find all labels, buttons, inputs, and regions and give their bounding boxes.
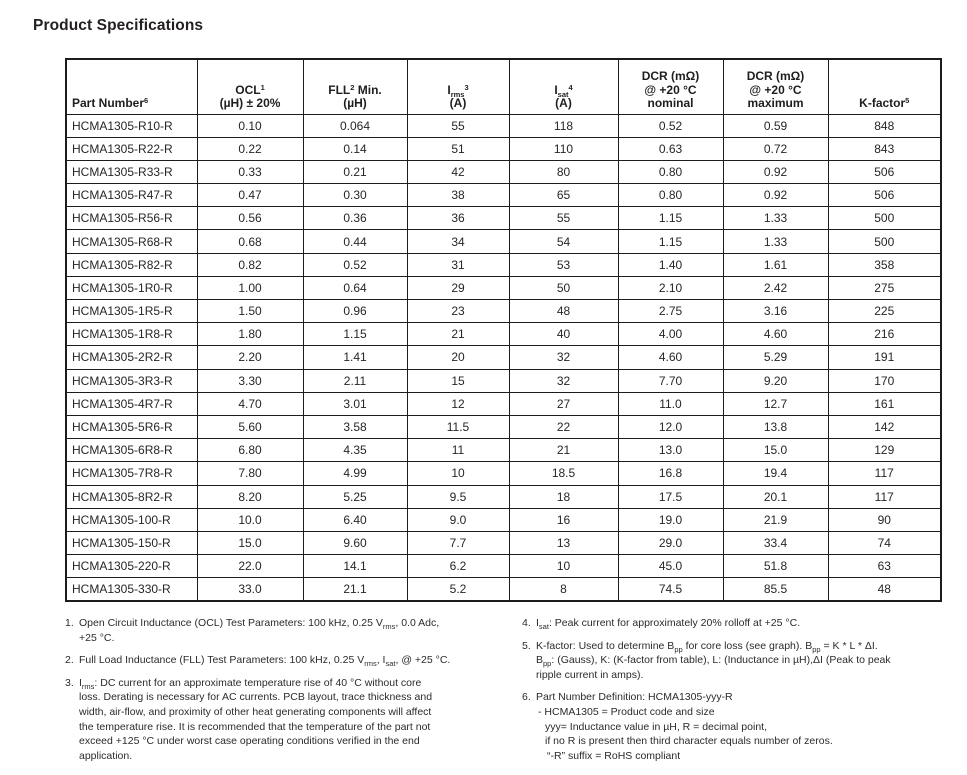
value-cell: 63	[828, 555, 941, 578]
value-cell: 7.7	[407, 531, 509, 554]
table-row	[66, 531, 941, 554]
value-cell: 8	[509, 578, 618, 601]
value-cell: 32	[509, 346, 618, 369]
value-cell: 11	[407, 439, 509, 462]
value-cell: 29.0	[618, 531, 723, 554]
part-number-cell: HCMA1305-R82-R	[66, 253, 197, 276]
value-cell: 20.1	[723, 485, 828, 508]
value-cell: 11.0	[618, 392, 723, 415]
product-spec-table	[65, 58, 942, 602]
value-cell: 500	[828, 230, 941, 253]
part-number-cell: HCMA1305-R68-R	[66, 230, 197, 253]
value-cell: 4.60	[618, 346, 723, 369]
table-row	[66, 160, 941, 183]
part-number-cell: HCMA1305-6R8-R	[66, 439, 197, 462]
value-cell: 161	[828, 392, 941, 415]
table-row	[66, 184, 941, 207]
value-cell: 4.99	[303, 462, 407, 485]
value-cell: 8.20	[197, 485, 303, 508]
value-cell: 27	[509, 392, 618, 415]
value-cell: 0.47	[197, 184, 303, 207]
part-number-cell: HCMA1305-1R0-R	[66, 276, 197, 299]
value-cell: 275	[828, 276, 941, 299]
value-cell: 18.5	[509, 462, 618, 485]
footnote-item	[65, 616, 519, 645]
value-cell: 48	[828, 578, 941, 601]
value-cell: 53	[509, 253, 618, 276]
value-cell: 15	[407, 369, 509, 392]
footnote-text: $I_{sat}$: Peak current for approximately 20% rolloff at +25 °C.	[536, 617, 801, 631]
value-cell: 118	[509, 114, 618, 137]
value-cell: 216	[828, 323, 941, 346]
value-cell: 9.0	[407, 508, 509, 531]
value-cell: 12.0	[618, 415, 723, 438]
value-cell: 5.2	[407, 578, 509, 601]
part-number-cell: HCMA1305-1R8-R	[66, 323, 197, 346]
value-cell: 32	[509, 369, 618, 392]
value-cell: 6.2	[407, 555, 509, 578]
value-cell: 0.82	[197, 253, 303, 276]
value-cell: 11.5	[407, 415, 509, 438]
value-cell: 31	[407, 253, 509, 276]
column-header: DCR (mΩ) @ +20 °C nominal	[618, 59, 723, 114]
value-cell: 1.61	[723, 253, 828, 276]
value-cell: 0.52	[618, 114, 723, 137]
value-cell: 506	[828, 184, 941, 207]
footnote-item	[522, 690, 964, 763]
value-cell: 16.8	[618, 462, 723, 485]
value-cell: 0.064	[303, 114, 407, 137]
value-cell: 18	[509, 485, 618, 508]
value-cell: 0.59	[723, 114, 828, 137]
value-cell: 55	[509, 207, 618, 230]
value-cell: 19.0	[618, 508, 723, 531]
table-row	[66, 276, 941, 299]
value-cell: 3.16	[723, 300, 828, 323]
column-header: FLL$^2$ Min. (µH)	[303, 59, 407, 114]
value-cell: 33.4	[723, 531, 828, 554]
value-cell: 0.30	[303, 184, 407, 207]
part-number-cell: HCMA1305-150-R	[66, 531, 197, 554]
value-cell: 40	[509, 323, 618, 346]
part-number-cell: HCMA1305-R22-R	[66, 137, 197, 160]
value-cell: 170	[828, 369, 941, 392]
value-cell: 3.01	[303, 392, 407, 415]
value-cell: 843	[828, 137, 941, 160]
value-cell: 90	[828, 508, 941, 531]
value-cell: 42	[407, 160, 509, 183]
value-cell: 1.00	[197, 276, 303, 299]
value-cell: 15.0	[723, 439, 828, 462]
value-cell: 129	[828, 439, 941, 462]
value-cell: 848	[828, 114, 941, 137]
part-number-cell: HCMA1305-R33-R	[66, 160, 197, 183]
footnote-item	[522, 616, 964, 631]
footnote-text: $I_{rms}$: DC current for an approximate temperature rise of 40 °C without core loss. Derating is necessary for AC currents. PCB layout, trace thickness and width, air-flow, and proximity of other heat generating components will affect the temperature rise. It is recommended that the temperature of the part not exceed +125 °C under worst case operating conditions verified in the end application.	[79, 676, 433, 762]
value-cell: 15.0	[197, 531, 303, 554]
value-cell: 4.70	[197, 392, 303, 415]
value-cell: 21	[407, 323, 509, 346]
table-row	[66, 207, 941, 230]
value-cell: 51	[407, 137, 509, 160]
footnotes-left-column	[65, 616, 519, 771]
value-cell: 85.5	[723, 578, 828, 601]
footnote-text: Part Number Definition: HCMA1305-yyy-R - HCMA1305 = Product code and size yyy= Inductance value in µH, R = decimal point, if no R is present then third character equals number of zeros. “-R” suffix = RoHS compliant	[536, 691, 833, 762]
table-row	[66, 230, 941, 253]
value-cell: 14.1	[303, 555, 407, 578]
value-cell: 5.29	[723, 346, 828, 369]
value-cell: 1.15	[618, 230, 723, 253]
value-cell: 2.42	[723, 276, 828, 299]
value-cell: 0.80	[618, 184, 723, 207]
part-number-cell: HCMA1305-7R8-R	[66, 462, 197, 485]
value-cell: 5.60	[197, 415, 303, 438]
table-row	[66, 508, 941, 531]
value-cell: 4.35	[303, 439, 407, 462]
footnote-number: 2.	[65, 654, 74, 667]
value-cell: 0.92	[723, 184, 828, 207]
value-cell: 0.44	[303, 230, 407, 253]
value-cell: 0.72	[723, 137, 828, 160]
part-number-cell: HCMA1305-330-R	[66, 578, 197, 601]
column-header: $I_{sat}^4$ (A)	[509, 59, 618, 114]
table-row	[66, 114, 941, 137]
value-cell: 21.1	[303, 578, 407, 601]
spec-table-header-row	[66, 59, 941, 114]
value-cell: 13.0	[618, 439, 723, 462]
part-number-cell: HCMA1305-R56-R	[66, 207, 197, 230]
part-number-cell: HCMA1305-R47-R	[66, 184, 197, 207]
value-cell: 1.80	[197, 323, 303, 346]
footnote-number: 4.	[522, 617, 531, 629]
value-cell: 191	[828, 346, 941, 369]
value-cell: 2.75	[618, 300, 723, 323]
value-cell: 17.5	[618, 485, 723, 508]
value-cell: 1.40	[618, 253, 723, 276]
value-cell: 0.22	[197, 137, 303, 160]
footnote-text: Open Circuit Inductance (OCL) Test Parameters: 100 kHz, 0.25 $V_{rms}$, 0.0 Adc, +25 °C.	[79, 617, 440, 644]
part-number-cell: HCMA1305-4R7-R	[66, 392, 197, 415]
footnotes-right-column	[522, 616, 964, 771]
value-cell: 0.80	[618, 160, 723, 183]
table-row	[66, 300, 941, 323]
value-cell: 4.60	[723, 323, 828, 346]
value-cell: 2.20	[197, 346, 303, 369]
value-cell: 2.11	[303, 369, 407, 392]
value-cell: 21	[509, 439, 618, 462]
value-cell: 1.15	[303, 323, 407, 346]
value-cell: 0.36	[303, 207, 407, 230]
part-number-cell: HCMA1305-100-R	[66, 508, 197, 531]
table-row	[66, 439, 941, 462]
table-row	[66, 392, 941, 415]
value-cell: 45.0	[618, 555, 723, 578]
value-cell: 33.0	[197, 578, 303, 601]
part-number-cell: HCMA1305-R10-R	[66, 114, 197, 137]
table-row	[66, 323, 941, 346]
value-cell: 23	[407, 300, 509, 323]
value-cell: 1.50	[197, 300, 303, 323]
value-cell: 500	[828, 207, 941, 230]
spec-table-body	[66, 114, 941, 601]
footnote-number: 1.	[65, 617, 74, 629]
table-row	[66, 578, 941, 601]
footnote-number: 6.	[522, 691, 531, 704]
value-cell: 506	[828, 160, 941, 183]
value-cell: 0.96	[303, 300, 407, 323]
value-cell: 6.80	[197, 439, 303, 462]
part-number-cell: HCMA1305-8R2-R	[66, 485, 197, 508]
value-cell: 0.64	[303, 276, 407, 299]
value-cell: 80	[509, 160, 618, 183]
value-cell: 1.15	[618, 207, 723, 230]
table-row	[66, 369, 941, 392]
value-cell: 10.0	[197, 508, 303, 531]
value-cell: 10	[509, 555, 618, 578]
footnote-item	[522, 639, 964, 683]
footnote-text: K-factor: Used to determine $B_{pp}$ for core loss (see graph). $B_{pp} = K * L * \Delta I$. $B_{pp}$: (Gauss), K: (K-factor from table), L: (Inductance in µH),ΔI (Peak to peak ripple current in amps).	[536, 639, 891, 681]
value-cell: 10	[407, 462, 509, 485]
value-cell: 38	[407, 184, 509, 207]
value-cell: 2.10	[618, 276, 723, 299]
value-cell: 74	[828, 531, 941, 554]
value-cell: 21.9	[723, 508, 828, 531]
value-cell: 20	[407, 346, 509, 369]
value-cell: 13.8	[723, 415, 828, 438]
value-cell: 9.20	[723, 369, 828, 392]
column-header: DCR (mΩ) @ +20 °C maximum	[723, 59, 828, 114]
value-cell: 1.41	[303, 346, 407, 369]
value-cell: 9.5	[407, 485, 509, 508]
value-cell: 54	[509, 230, 618, 253]
column-header: Part Number$^6$	[66, 59, 197, 114]
part-number-cell: HCMA1305-5R6-R	[66, 415, 197, 438]
table-row	[66, 346, 941, 369]
value-cell: 0.52	[303, 253, 407, 276]
value-cell: 0.68	[197, 230, 303, 253]
value-cell: 1.33	[723, 230, 828, 253]
table-row	[66, 485, 941, 508]
value-cell: 0.92	[723, 160, 828, 183]
value-cell: 13	[509, 531, 618, 554]
value-cell: 16	[509, 508, 618, 531]
value-cell: 0.21	[303, 160, 407, 183]
value-cell: 65	[509, 184, 618, 207]
column-header: OCL$^1$ (µH) ± 20%	[197, 59, 303, 114]
table-row	[66, 415, 941, 438]
table-row	[66, 137, 941, 160]
value-cell: 36	[407, 207, 509, 230]
footnote-number: 5.	[522, 639, 531, 652]
value-cell: 110	[509, 137, 618, 160]
value-cell: 1.33	[723, 207, 828, 230]
value-cell: 29	[407, 276, 509, 299]
value-cell: 55	[407, 114, 509, 137]
footnote-item	[65, 653, 519, 668]
footnote-number: 3.	[65, 676, 74, 689]
footnote-item	[65, 676, 519, 764]
value-cell: 117	[828, 462, 941, 485]
footnote-text: Full Load Inductance (FLL) Test Parameters: 100 kHz, 0.25 $V_{rms}$, $I_{sat}$, @ +25 °C.	[79, 654, 451, 669]
value-cell: 225	[828, 300, 941, 323]
value-cell: 22	[509, 415, 618, 438]
table-row	[66, 253, 941, 276]
part-number-cell: HCMA1305-2R2-R	[66, 346, 197, 369]
part-number-cell: HCMA1305-220-R	[66, 555, 197, 578]
table-row	[66, 462, 941, 485]
value-cell: 12	[407, 392, 509, 415]
column-header: $I_{rms}^3$ (A)	[407, 59, 509, 114]
value-cell: 0.56	[197, 207, 303, 230]
value-cell: 4.00	[618, 323, 723, 346]
value-cell: 0.10	[197, 114, 303, 137]
value-cell: 51.8	[723, 555, 828, 578]
value-cell: 74.5	[618, 578, 723, 601]
value-cell: 3.58	[303, 415, 407, 438]
value-cell: 48	[509, 300, 618, 323]
value-cell: 0.63	[618, 137, 723, 160]
table-row	[66, 555, 941, 578]
value-cell: 34	[407, 230, 509, 253]
value-cell: 12.7	[723, 392, 828, 415]
part-number-cell: HCMA1305-3R3-R	[66, 369, 197, 392]
value-cell: 358	[828, 253, 941, 276]
column-header: K-factor$^5$	[828, 59, 941, 114]
value-cell: 0.33	[197, 160, 303, 183]
value-cell: 7.70	[618, 369, 723, 392]
value-cell: 9.60	[303, 531, 407, 554]
value-cell: 19.4	[723, 462, 828, 485]
part-number-cell: HCMA1305-1R5-R	[66, 300, 197, 323]
value-cell: 50	[509, 276, 618, 299]
value-cell: 0.14	[303, 137, 407, 160]
value-cell: 22.0	[197, 555, 303, 578]
value-cell: 6.40	[303, 508, 407, 531]
value-cell: 142	[828, 415, 941, 438]
page-title: Product Specifications	[33, 17, 204, 34]
value-cell: 5.25	[303, 485, 407, 508]
value-cell: 3.30	[197, 369, 303, 392]
value-cell: 7.80	[197, 462, 303, 485]
value-cell: 117	[828, 485, 941, 508]
